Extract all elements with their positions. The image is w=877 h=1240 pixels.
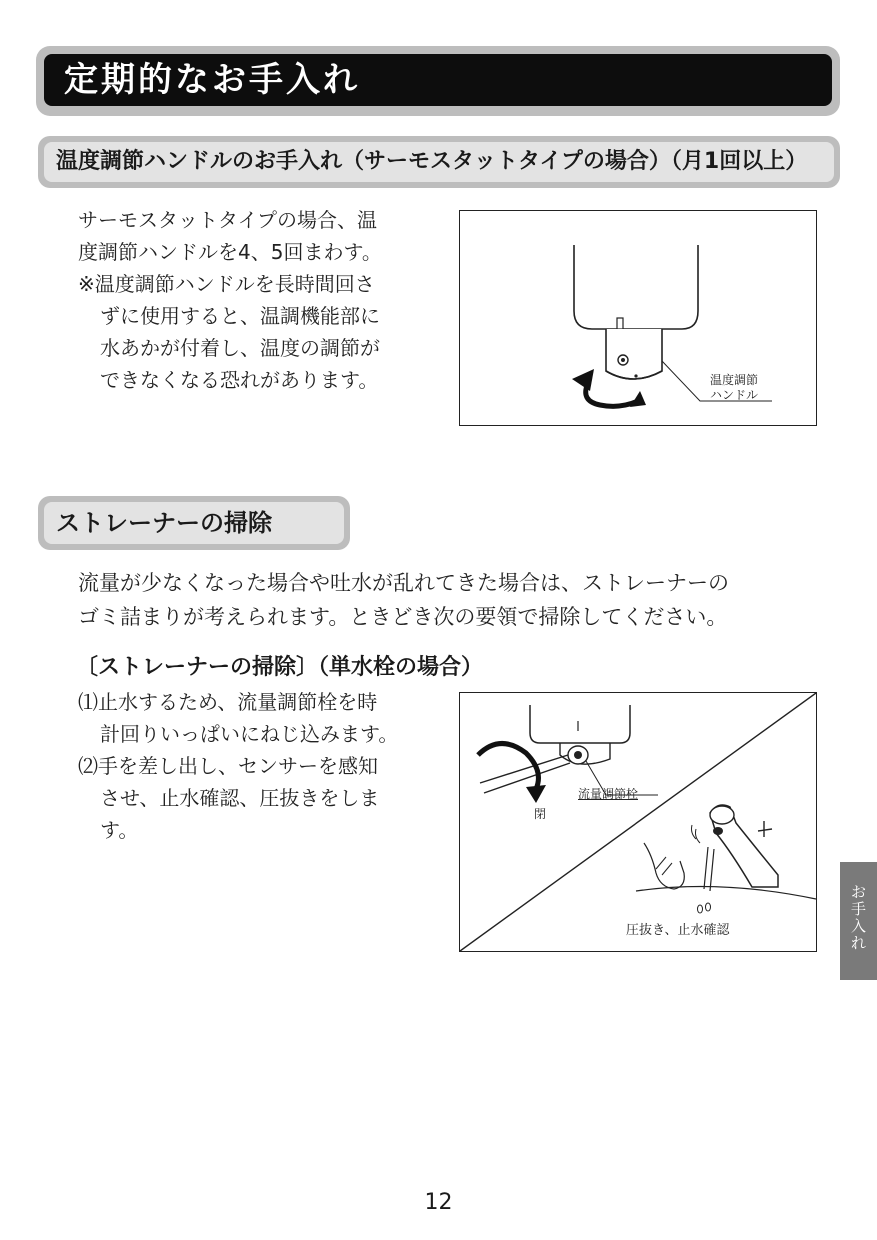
strainer-steps <box>78 686 398 846</box>
step-line: させ、止水確認、圧抜きをしま <box>100 786 380 810</box>
side-tab-maintenance[interactable]: お 手 入 れ <box>840 862 877 980</box>
page-title: 定期的なお手入れ <box>44 54 832 106</box>
strainer-figure <box>459 692 817 952</box>
handle-label-line1: 温度調節 <box>710 373 759 387</box>
close-label: 閉 <box>534 807 547 821</box>
note-line: ずに使用すると、温調機能部に <box>100 304 380 328</box>
page-number: 12 <box>424 1190 453 1215</box>
text-line: サーモスタットタイプの場合、温 <box>78 208 377 232</box>
note-line: ※温度調節ハンドルを長時間回さ <box>78 272 375 296</box>
step-line: ⑴止水するため、流量調節栓を時 <box>78 690 378 714</box>
strainer-illustration <box>460 693 818 953</box>
section-heading-text: ストレーナーの掃除 <box>44 502 344 544</box>
section-heading-strainer <box>38 496 350 550</box>
note-line: 水あかが付着し、温度の調節が <box>100 336 380 360</box>
pressure-release-label: 圧抜き、止水確認 <box>626 923 730 938</box>
page-title-frame <box>36 46 840 116</box>
handle-care-text <box>78 204 382 396</box>
step-line: 計回りいっぱいにねじ込みます。 <box>100 722 399 746</box>
note-line: できなくなる恐れがあります。 <box>100 368 379 392</box>
section-heading-handle-care <box>38 136 840 188</box>
faucet-handle-illustration <box>460 211 818 427</box>
step-line: ⑵手を差し出し、センサーを感知 <box>78 754 378 778</box>
handle-figure <box>459 210 817 426</box>
valve-label: 流量調節栓 <box>578 787 639 801</box>
strainer-intro-text <box>78 566 729 634</box>
strainer-subheading: 〔ストレーナーの掃除〕（単水栓の場合） <box>76 655 484 680</box>
step-line: す。 <box>100 818 139 842</box>
section-heading-text: 温度調節ハンドルのお手入れ（サーモスタットタイプの場合）（月1回以上） <box>44 142 834 182</box>
handle-label-line2: ハンドル <box>710 388 759 402</box>
text-line: ゴミ詰まりが考えられます。ときどき次の要領で掃除してください。 <box>78 605 728 629</box>
text-line: 度調節ハンドルを4、5回まわす。 <box>78 240 382 264</box>
text-line: 流量が少なくなった場合や吐水が乱れてきた場合は、ストレーナーの <box>78 571 729 595</box>
